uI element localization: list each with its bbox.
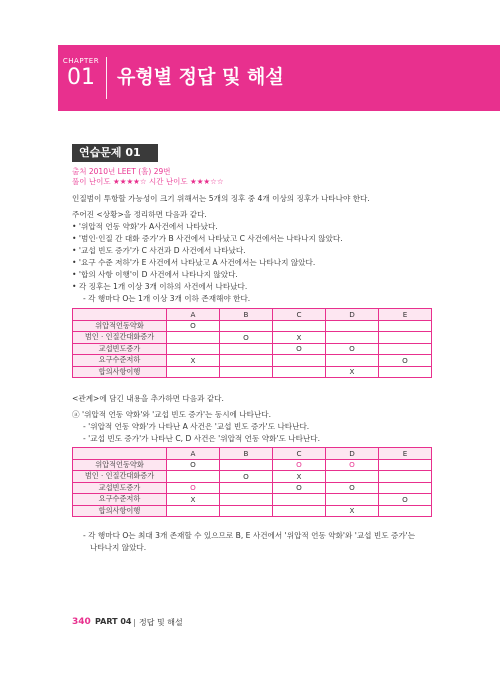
- table-cell: [379, 343, 432, 355]
- table-cell: [379, 459, 432, 471]
- status-table-2: [72, 447, 432, 517]
- column-header: E: [379, 448, 432, 460]
- column-header: D: [326, 448, 379, 460]
- conclusion-line-1: - 각 행마다 O는 최대 3개 존재할 수 있으므로 B, E 사건에서 '위압적 언동 약화'와 '교섭 빈도 증가'는: [83, 531, 416, 540]
- table-header-row: [73, 448, 432, 460]
- condition-a: ⓐ '위압적 언동 약화'와 '교섭 빈도 증가'는 동시에 나타난다.: [72, 410, 272, 419]
- table-cell: [326, 355, 379, 367]
- condition-a-detail-1: - '위압적 언동 약화'가 나타난 A 사건은 '교섭 빈도 증가'도 나타난다.: [83, 422, 310, 431]
- table-cell: O: [326, 482, 379, 494]
- table-cell: [167, 505, 220, 517]
- bullet-2: • '범인·인질 간 대화 증가'가 B 사건에서 나타났고 C 사건에서는 나타나지 않았다.: [72, 234, 343, 243]
- exercise-source: 출처 2010년 LEET (홀) 29번: [72, 167, 171, 176]
- row-label: 범인 · 인질간대화증가: [73, 332, 167, 344]
- column-header: B: [220, 309, 273, 321]
- table-cell: X: [273, 471, 326, 483]
- column-header: D: [326, 309, 379, 321]
- column-header: A: [167, 448, 220, 460]
- table-cell: X: [326, 505, 379, 517]
- table-row: [73, 494, 432, 506]
- table-cell: O: [220, 471, 273, 483]
- footer-part: PART 04: [95, 617, 132, 626]
- footer-divider: [134, 619, 135, 627]
- table-cell: X: [167, 494, 220, 506]
- table-cell: [273, 366, 326, 378]
- row-label: 범인 · 인질간대화증가: [73, 471, 167, 483]
- table-cell: O: [220, 332, 273, 344]
- table-cell-highlight: O: [326, 459, 379, 471]
- table-cell: [220, 494, 273, 506]
- table-cell: X: [167, 355, 220, 367]
- table-cell: O: [273, 343, 326, 355]
- bullet-6: • 각 징후는 1개 이상 3개 이하의 사건에서 나타났다.: [72, 282, 248, 291]
- table-cell: [379, 505, 432, 517]
- chapter-label: CHAPTER: [62, 57, 100, 65]
- table-header-row: [73, 309, 432, 321]
- table-row: [73, 343, 432, 355]
- footer-title: 정답 및 해설: [139, 618, 183, 627]
- table-cell: [379, 332, 432, 344]
- table-row: [73, 459, 432, 471]
- table-cell: [273, 320, 326, 332]
- table-cell: O: [167, 459, 220, 471]
- row-label: 교섭빈도증가: [73, 343, 167, 355]
- row-label: 위압적언동약화: [73, 459, 167, 471]
- table-row: [73, 482, 432, 494]
- exercise-difficulty: 풀이 난이도 ★★★★☆ 시간 난이도 ★★★☆☆: [72, 177, 224, 186]
- row-label: 교섭빈도증가: [73, 482, 167, 494]
- status-table-1: [72, 308, 432, 378]
- table-cell: [273, 494, 326, 506]
- bullet-6-sub: - 각 행마다 O는 1개 이상 3개 이하 존재해야 한다.: [83, 294, 251, 303]
- table-cell: [167, 471, 220, 483]
- table-row: [73, 505, 432, 517]
- table-cell: [220, 366, 273, 378]
- table-cell: O: [326, 343, 379, 355]
- row-label: 요구수준저하: [73, 355, 167, 367]
- column-header: C: [273, 309, 326, 321]
- table-cell: X: [273, 332, 326, 344]
- column-header: A: [167, 309, 220, 321]
- table-cell-highlight: O: [273, 459, 326, 471]
- bullet-5: • '합의 사항 이행'이 D 사건에서 나타나지 않았다.: [72, 270, 238, 279]
- chapter-divider: [106, 57, 107, 99]
- table-cell: [220, 320, 273, 332]
- bullet-3: • '교섭 빈도 증가'가 C 사건과 D 사건에서 나타났다.: [72, 246, 246, 255]
- intro-line: 인질범이 투항할 가능성이 크기 위해서는 5개의 징후 중 4개 이상의 징후가 나타나야 한다.: [72, 194, 370, 203]
- table-cell: X: [326, 366, 379, 378]
- table-cell: [220, 505, 273, 517]
- column-header: E: [379, 309, 432, 321]
- table-cell: [220, 343, 273, 355]
- row-label: 합의사항이행: [73, 505, 167, 517]
- row-label: 위압적언동약화: [73, 320, 167, 332]
- page-number: 340: [72, 617, 91, 627]
- table-cell: O: [379, 355, 432, 367]
- table-cell: [167, 366, 220, 378]
- exercise-badge: 연습문제 01: [72, 144, 158, 162]
- chapter-number: 01: [67, 65, 95, 90]
- table-cell: [326, 471, 379, 483]
- table-cell-highlight: O: [167, 482, 220, 494]
- table-row: [73, 320, 432, 332]
- table-cell: [220, 459, 273, 471]
- relation-line: <관계>에 담긴 내용을 추가하면 다음과 같다.: [72, 394, 224, 403]
- table-cell: [326, 332, 379, 344]
- table-cell: [379, 471, 432, 483]
- table-cell: [326, 320, 379, 332]
- table-corner-cell: [73, 309, 167, 321]
- table-cell: [379, 320, 432, 332]
- table-cell: [167, 343, 220, 355]
- row-label: 합의사항이행: [73, 366, 167, 378]
- chapter-box: [58, 45, 104, 111]
- table-cell: [379, 482, 432, 494]
- table-corner-cell: [73, 448, 167, 460]
- table-cell: O: [273, 482, 326, 494]
- table-cell: [220, 355, 273, 367]
- table-cell: [273, 505, 326, 517]
- table-cell: O: [167, 320, 220, 332]
- condition-a-detail-2: - '교섭 빈도 증가'가 나타난 C, D 사건은 '위압적 언동 약화'도 나타난다.: [83, 434, 321, 443]
- conclusion-line-2: 나타나지 않았다.: [90, 543, 147, 552]
- chapter-title: 유형별 정답 및 해설: [117, 66, 284, 88]
- table-cell: [326, 494, 379, 506]
- table-row: [73, 332, 432, 344]
- table-row: [73, 471, 432, 483]
- table-cell: [167, 332, 220, 344]
- bullet-4: • '요구 수준 저하'가 E 사건에서 나타났고 A 사건에서는 나타나지 않았다.: [72, 258, 316, 267]
- table-cell: O: [379, 494, 432, 506]
- table-row: [73, 366, 432, 378]
- column-header: C: [273, 448, 326, 460]
- table-row: [73, 355, 432, 367]
- table-cell: [273, 355, 326, 367]
- table-cell: [220, 482, 273, 494]
- table-cell: [379, 366, 432, 378]
- row-label: 요구수준저하: [73, 494, 167, 506]
- bullet-1: • '위압적 언동 약화'가 A사건에서 나타났다.: [72, 222, 218, 231]
- summary-line: 주어진 <상황>을 정리하면 다음과 같다.: [72, 210, 207, 219]
- column-header: B: [220, 448, 273, 460]
